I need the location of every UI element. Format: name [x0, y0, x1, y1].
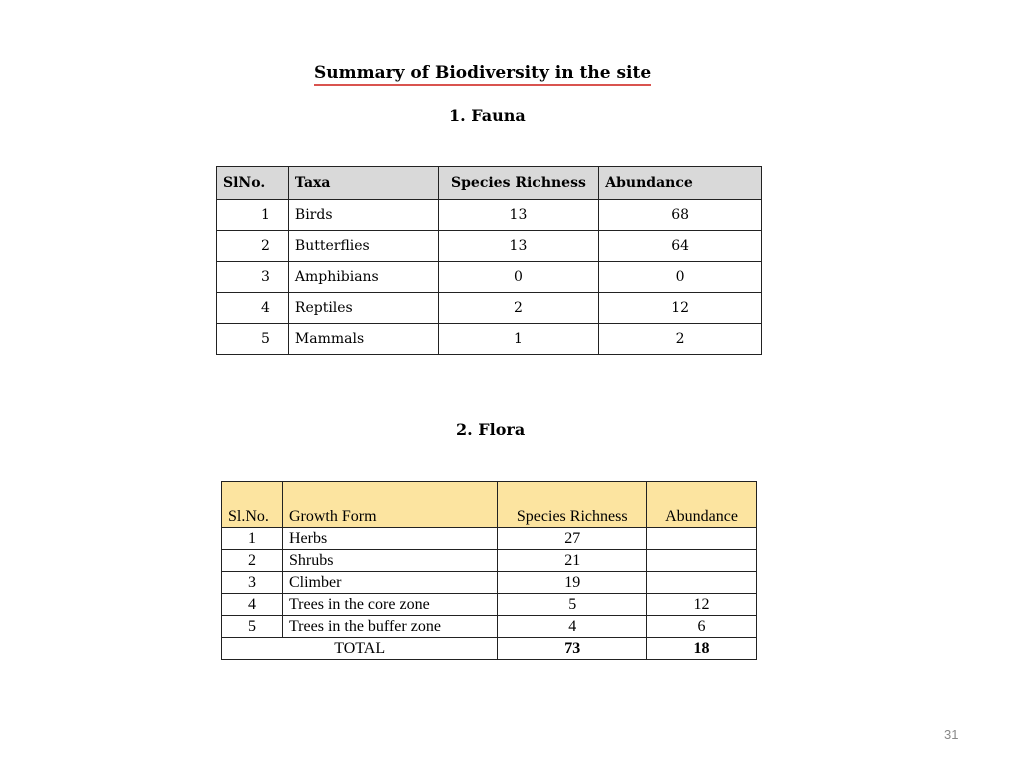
- table-header-row: [222, 482, 757, 528]
- header-growth-form: Growth Form: [282, 482, 497, 528]
- cell-species-richness: 1: [438, 324, 599, 355]
- table-row: [217, 324, 762, 355]
- flora-table: [221, 481, 757, 660]
- cell-sl-no: 1: [222, 528, 283, 550]
- total-row: [222, 638, 757, 660]
- total-abundance: 18: [647, 638, 757, 660]
- cell-abundance: 12: [647, 594, 757, 616]
- cell-abundance: 2: [599, 324, 762, 355]
- cell-abundance: [647, 528, 757, 550]
- cell-taxa: Mammals: [288, 324, 438, 355]
- cell-species-richness: 0: [438, 262, 599, 293]
- cell-species-richness: 13: [438, 200, 599, 231]
- header-sl-no: SlNo.: [217, 167, 289, 200]
- cell-species-richness: 5: [498, 594, 647, 616]
- header-species-richness: Species Richness: [438, 167, 599, 200]
- cell-growth-form: Climber: [282, 572, 497, 594]
- total-species-richness: 73: [498, 638, 647, 660]
- cell-abundance: 12: [599, 293, 762, 324]
- table-row: [217, 200, 762, 231]
- cell-species-richness: 27: [498, 528, 647, 550]
- page-number: 31: [944, 727, 959, 742]
- cell-taxa: Birds: [288, 200, 438, 231]
- cell-taxa: Butterflies: [288, 231, 438, 262]
- cell-growth-form: Trees in the buffer zone: [282, 616, 497, 638]
- cell-sl-no: 5: [217, 324, 289, 355]
- header-abundance: Abundance: [647, 482, 757, 528]
- cell-species-richness: 21: [498, 550, 647, 572]
- cell-sl-no: 5: [222, 616, 283, 638]
- table-row: [222, 594, 757, 616]
- cell-growth-form: Herbs: [282, 528, 497, 550]
- cell-species-richness: 2: [438, 293, 599, 324]
- cell-species-richness: 19: [498, 572, 647, 594]
- header-sl-no: Sl.No.: [222, 482, 283, 528]
- cell-abundance: 0: [599, 262, 762, 293]
- cell-growth-form: Trees in the core zone: [282, 594, 497, 616]
- header-abundance: Abundance: [599, 167, 762, 200]
- flora-heading: 2. Flora: [456, 420, 526, 439]
- cell-taxa: Amphibians: [288, 262, 438, 293]
- total-label: TOTAL: [222, 638, 498, 660]
- header-species-richness: Species Richness: [498, 482, 647, 528]
- cell-abundance: 6: [647, 616, 757, 638]
- table-row: [222, 572, 757, 594]
- cell-species-richness: 13: [438, 231, 599, 262]
- table-row: [222, 550, 757, 572]
- cell-growth-form: Shrubs: [282, 550, 497, 572]
- table-row: [217, 231, 762, 262]
- cell-taxa: Reptiles: [288, 293, 438, 324]
- table-row: [222, 616, 757, 638]
- fauna-table: [216, 166, 762, 355]
- cell-abundance: 64: [599, 231, 762, 262]
- cell-sl-no: 2: [217, 231, 289, 262]
- table-header-row: [217, 167, 762, 200]
- header-taxa: Taxa: [288, 167, 438, 200]
- cell-sl-no: 2: [222, 550, 283, 572]
- cell-sl-no: 4: [217, 293, 289, 324]
- cell-sl-no: 3: [217, 262, 289, 293]
- cell-sl-no: 3: [222, 572, 283, 594]
- cell-sl-no: 1: [217, 200, 289, 231]
- table-row: [222, 528, 757, 550]
- page-title: Summary of Biodiversity in the site: [314, 62, 651, 86]
- cell-sl-no: 4: [222, 594, 283, 616]
- fauna-heading: 1. Fauna: [449, 106, 526, 125]
- cell-species-richness: 4: [498, 616, 647, 638]
- cell-abundance: [647, 572, 757, 594]
- table-row: [217, 293, 762, 324]
- table-row: [217, 262, 762, 293]
- cell-abundance: [647, 550, 757, 572]
- cell-abundance: 68: [599, 200, 762, 231]
